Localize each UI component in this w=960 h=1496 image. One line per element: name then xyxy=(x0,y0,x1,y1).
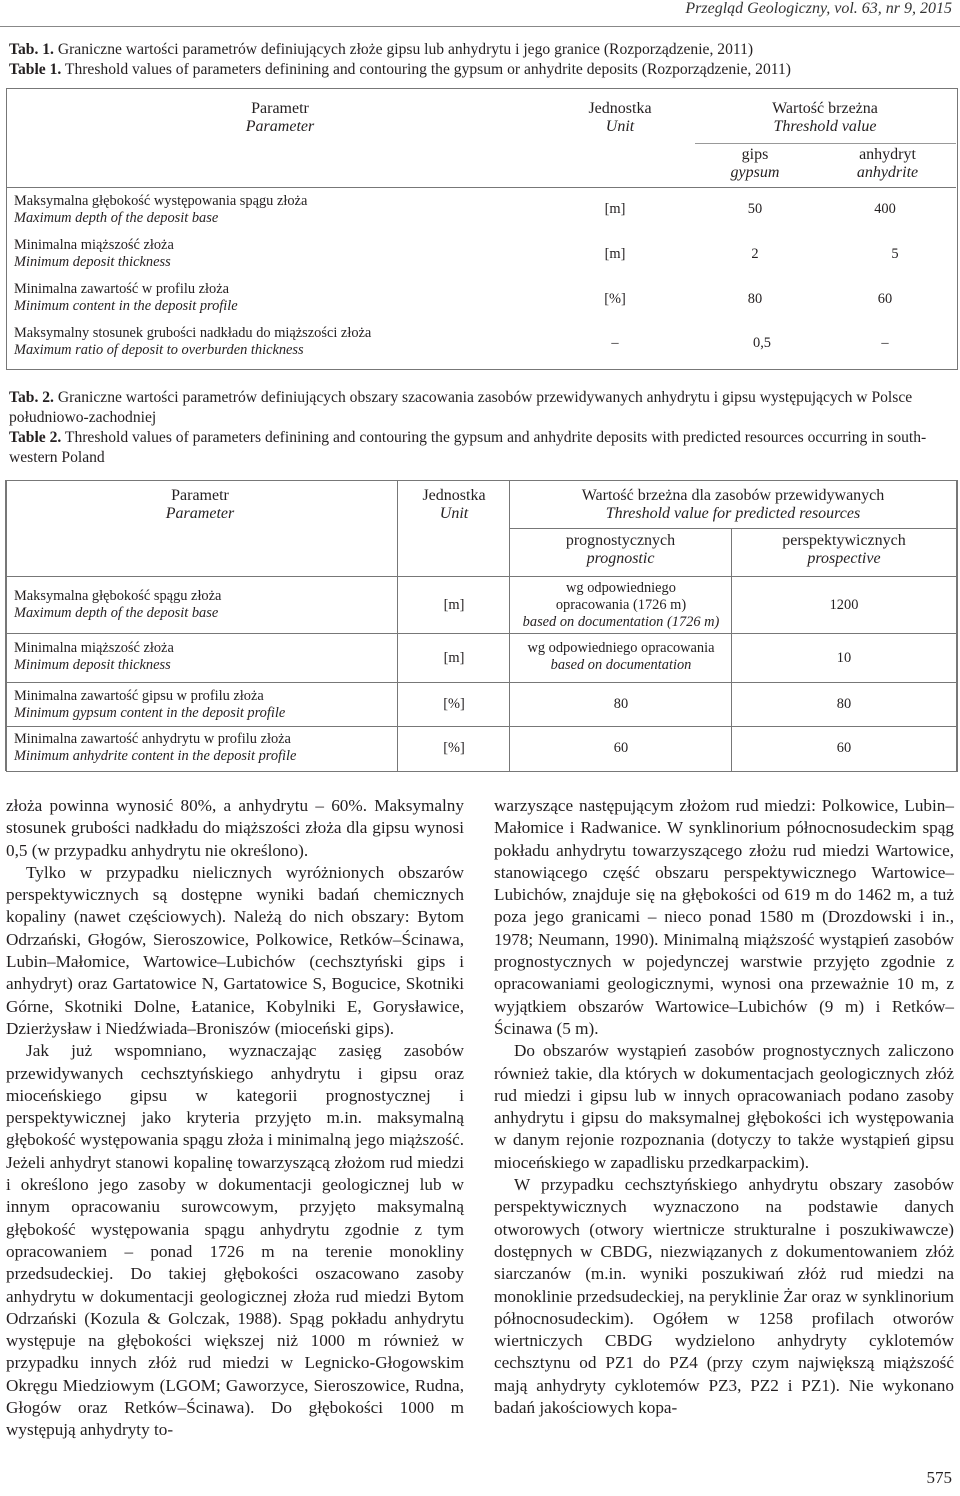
table2-row-rule xyxy=(6,682,956,683)
table1-caption xyxy=(9,40,949,80)
table1-cell-anhydrite: 5 xyxy=(891,246,899,262)
table1-caption-pl-label: Tab. 1. xyxy=(9,41,54,58)
table1-row: Maksymalna głębokość występowania spągu złoża Maximum depth of the deposit base xyxy=(14,193,308,226)
table1-cell-gypsum: 80 xyxy=(747,291,763,307)
table2-caption-en-label: Table 2. xyxy=(9,429,62,446)
paragraph: Do obszarów wystąpień zasobów prognostycznych zaliczono również takie, dla których w dokumentacjach geologicznych złóż rud miedzi i gipsu lub w innych opracowaniach podano zasoby anhydrytu i gipsu do maksymalnej głębokości ich występowania w danym rejonie rozpoznania (dotyczy to także wystąpień gipsu mioceńskiego w zapadlisku przedkarpackim). xyxy=(494,1041,954,1172)
table1-cell-gypsum: 2 xyxy=(751,246,759,262)
body-column-right xyxy=(494,795,954,1419)
table2-header-prognostic: prognostycznych prognostic xyxy=(565,532,676,567)
table2-header-value: Wartość brzeżna dla zasobów przewidywanych Threshold value for predicted resources xyxy=(581,487,885,522)
table2-cell-unit: [m] xyxy=(443,597,465,613)
table2-cell-prospective: 1200 xyxy=(829,597,859,613)
journal-header: Przegląd Geologiczny, vol. 63, nr 9, 2015 xyxy=(685,0,952,17)
page-number: 575 xyxy=(926,1468,952,1487)
table2-cell-prognostic: 80 xyxy=(613,696,629,712)
body-column-left xyxy=(6,795,464,1442)
table2-row-rule xyxy=(6,633,956,634)
table2-cell-prognostic: 60 xyxy=(613,740,629,756)
table2-vline xyxy=(509,480,510,771)
table1-row: Maksymalny stosunek grubości nadkładu do miąższości złoża Maximum ratio of deposit to overburden thickness xyxy=(14,325,372,358)
paragraph: złoża powinna wynosić 80%, a anhydrytu – 60%. Maksymalny stosunek grubości nadkładu do miąższości złoża dla gipsu wynosi 0,5 (w przypadku anhydrytu nie określono). xyxy=(6,796,464,860)
table1-cell-anhydrite: 400 xyxy=(874,201,896,217)
table1-caption-en: Threshold values of parameters definining and contouring the gypsum or anhydrite deposits (Rozporządzenie, 2011) xyxy=(64,61,791,78)
table1-cell-gypsum: 50 xyxy=(747,201,763,217)
table2-header-param: Parametr Parameter xyxy=(165,487,235,522)
table2-cell-prognostic: wg odpowiedniego opracowania (1726 m) based on documentation (1726 m) xyxy=(522,580,720,630)
table2-row: Minimalna miąższość złoża Minimum deposit thickness xyxy=(14,640,174,673)
table2-row-rule xyxy=(6,726,956,727)
table2-vline xyxy=(5,480,6,771)
paragraph: W przypadku cechsztyńskiego anhydrytu obszary zasobów perspektywicznych wyznaczono na podstawie danych otworowych (otwory wiertnicze strukturalne i poszukiwawcze) dostępnych w CBDG, niezwiązanych z dokumentowaniem złóż siarczanów (m.in. wyniki poszukiwań złóż rud miedzi na monoklinie przedsudeckiej, na peryklinie Żar oraz w synklinorium północnosudeckim). Ogółem w 1258 profilach otworów wiertniczych CBDG wydzielono anhydryty cyklotemów cechsztynu od PZ1 do PZ4 (przy czym największą miąższość mają anhydryty cyklotemów PZ3, PZ2 i PZ1). Nie wykonano badań jakościowych kopa- xyxy=(494,1175,954,1418)
table2-cell-prospective: 60 xyxy=(836,740,852,756)
table2-cell-prospective: 80 xyxy=(836,696,852,712)
table1-header-anhydrite: anhydryt anhydrite xyxy=(856,146,919,181)
table2-row: Maksymalna głębokość spągu złoża Maximum depth of the deposit base xyxy=(14,588,222,621)
table2-subheader-rule xyxy=(509,528,956,529)
table1-cell-unit: – xyxy=(611,335,619,351)
paragraph: Jak już wspomniano, wyznaczając zasięg zasobów przewidywanych cechsztyńskiego anhydrytu i gipsu oraz mioceńskiego gipsu w kategorii prognostycznej i perspektywicznej jako kryteria przyjęto m.in. maksymalną głębokość występowania spągu złoża i minimalną jego miąższość. Jeżeli anhydryt stanowi kopalinę towarzyszącą złożom rud miedzi i określono jego zasoby w dokumentacji geologicznej lub w innym opracowaniu surowcowym, przyjęto maksymalną głębokość występowania spągu anhydrytu zgodnie z tym opracowaniem – ponad 1726 m na terenie monokliny przedsudeckiej. Do takiej głębokości oszacowano zasoby anhydrytu w dokumentacji geologicznej złoża rud miedzi Bytom Odrzański (Kozula & Golczak, 1988). Spąg pokładu anhydrytu występuje na głębokości większej niż 1000 m również w przypadku innych złóż rud miedzi w Legnicko-Głogowskim Okręgu Miedziowym (LGOM; Gaworzyce, Sieroszowice, Rudna, Głogów oraz Retków–Ścinawa). Do głębokości 1000 m występują anhydryty to- xyxy=(6,1041,464,1440)
table2-header-rule xyxy=(6,576,956,577)
table1-subheader-rule xyxy=(695,143,956,144)
table1-header-rule xyxy=(6,187,956,188)
paragraph: warzyszące następującym złożom rud miedzi: Polkowice, Lubin–Małomice i Radwanice. W synklinorium północnosudeckim spąg pokładu anhydrytu towarzyszącego złożu rud miedzi Wartowice, stanowiącego część obszaru perspektywicznego Wartowice–Lubichów, znajduje się na głębokości od 619 m do 1462 m, a tuż poza jego granicami – nieco ponad 1580 m (Drozdowski i in., 1978; Neumann, 1990). Minimalną miąższość wystąpień zasobów prognostycznych w pojedynczej warstwie przyjęto zgodnie z opracowaniami geologicznymi, wynosi ona przeważnie 10 m, z wyjątkiem obszarów Wartowice–Lubichów (9 m) i Retków–Ścinawa (5 m). xyxy=(494,796,954,1038)
table1-header-unit: Jednostka Unit xyxy=(588,100,652,135)
table1-header-param: Parametr Parameter xyxy=(245,100,315,135)
table1-row: Minimalna miąższość złoża Minimum deposit thickness xyxy=(14,237,174,270)
table1-caption-pl: Graniczne wartości parametrów definiujących złoże gipsu lub anhydrytu i jego granice (Rozporządzenie, 2011) xyxy=(57,41,754,58)
table2-caption-pl-label: Tab. 2. xyxy=(9,389,54,406)
table2-caption xyxy=(9,388,954,468)
table1-caption-en-label: Table 1. xyxy=(9,61,62,78)
table1-cell-unit: [m] xyxy=(604,201,626,217)
table1-cell-anhydrite: – xyxy=(881,335,889,351)
table2-cell-unit: [m] xyxy=(443,650,465,666)
table1-header-value: Wartość brzeżna Threshold value xyxy=(772,100,878,135)
table2-cell-prognostic: wg odpowiedniego opracowania based on documentation xyxy=(527,640,715,673)
table1-cell-unit: [%] xyxy=(604,291,626,307)
header-rule xyxy=(0,26,960,27)
table2-caption-en: Threshold values of parameters definining and contouring the gypsum and anhydrite deposits with predicted resources occurring in south-western Poland xyxy=(9,429,927,466)
table2-cell-prospective: 10 xyxy=(836,650,852,666)
table1-row: Minimalna zawartość w profilu złoża Minimum content in the deposit profile xyxy=(14,281,238,314)
table1-cell-gypsum: 0,5 xyxy=(753,335,771,351)
table2-vline xyxy=(397,480,398,771)
table2-cell-unit: [%] xyxy=(443,740,465,756)
table2-frame xyxy=(6,480,958,772)
table2-header-unit: Jednostka Unit xyxy=(422,487,486,522)
table2-cell-unit: [%] xyxy=(443,696,465,712)
table2-vline xyxy=(956,480,957,771)
table1-header-gypsum: gips gypsum xyxy=(730,146,780,181)
table2-header-prospective: perspektywicznych prospective xyxy=(782,532,906,567)
table2-row: Minimalna zawartość gipsu w profilu złoża Minimum gypsum content in the deposit profile xyxy=(14,688,286,721)
table1-cell-unit: [m] xyxy=(604,246,626,262)
table2-caption-pl: Graniczne wartości parametrów definiujących obszary szacowania zasobów przewidywanych anhydrytu i gipsu występujących w Polsce południowo-zachodniej xyxy=(9,389,913,426)
table1-cell-anhydrite: 60 xyxy=(877,291,893,307)
table2-row: Minimalna zawartość anhydrytu w profilu złoża Minimum anhydrite content in the deposit profile xyxy=(14,731,297,764)
paragraph: Tylko w przypadku nielicznych wyróżnionych obszarów perspektywicznych są dostępne wyniki badań chemicznych kopaliny (nawet częściowych). Należą do nich obszary: Bytom Odrzański, Głogów, Sieroszowice, Polkowice, Retków–Ścinawa, Lubin–Małomice, Wartowice–Lubichów (cechsztyński gips i anhydryt) oraz Gartatowice N, Gartatowice S, Bogucice, Skotniki Górne, Skotniki Dolne, Łatanice, Kobylniki E, Gorysławice, Dzierżysław i Niedźwiada–Broniszów (mioceński gips). xyxy=(6,862,464,1038)
